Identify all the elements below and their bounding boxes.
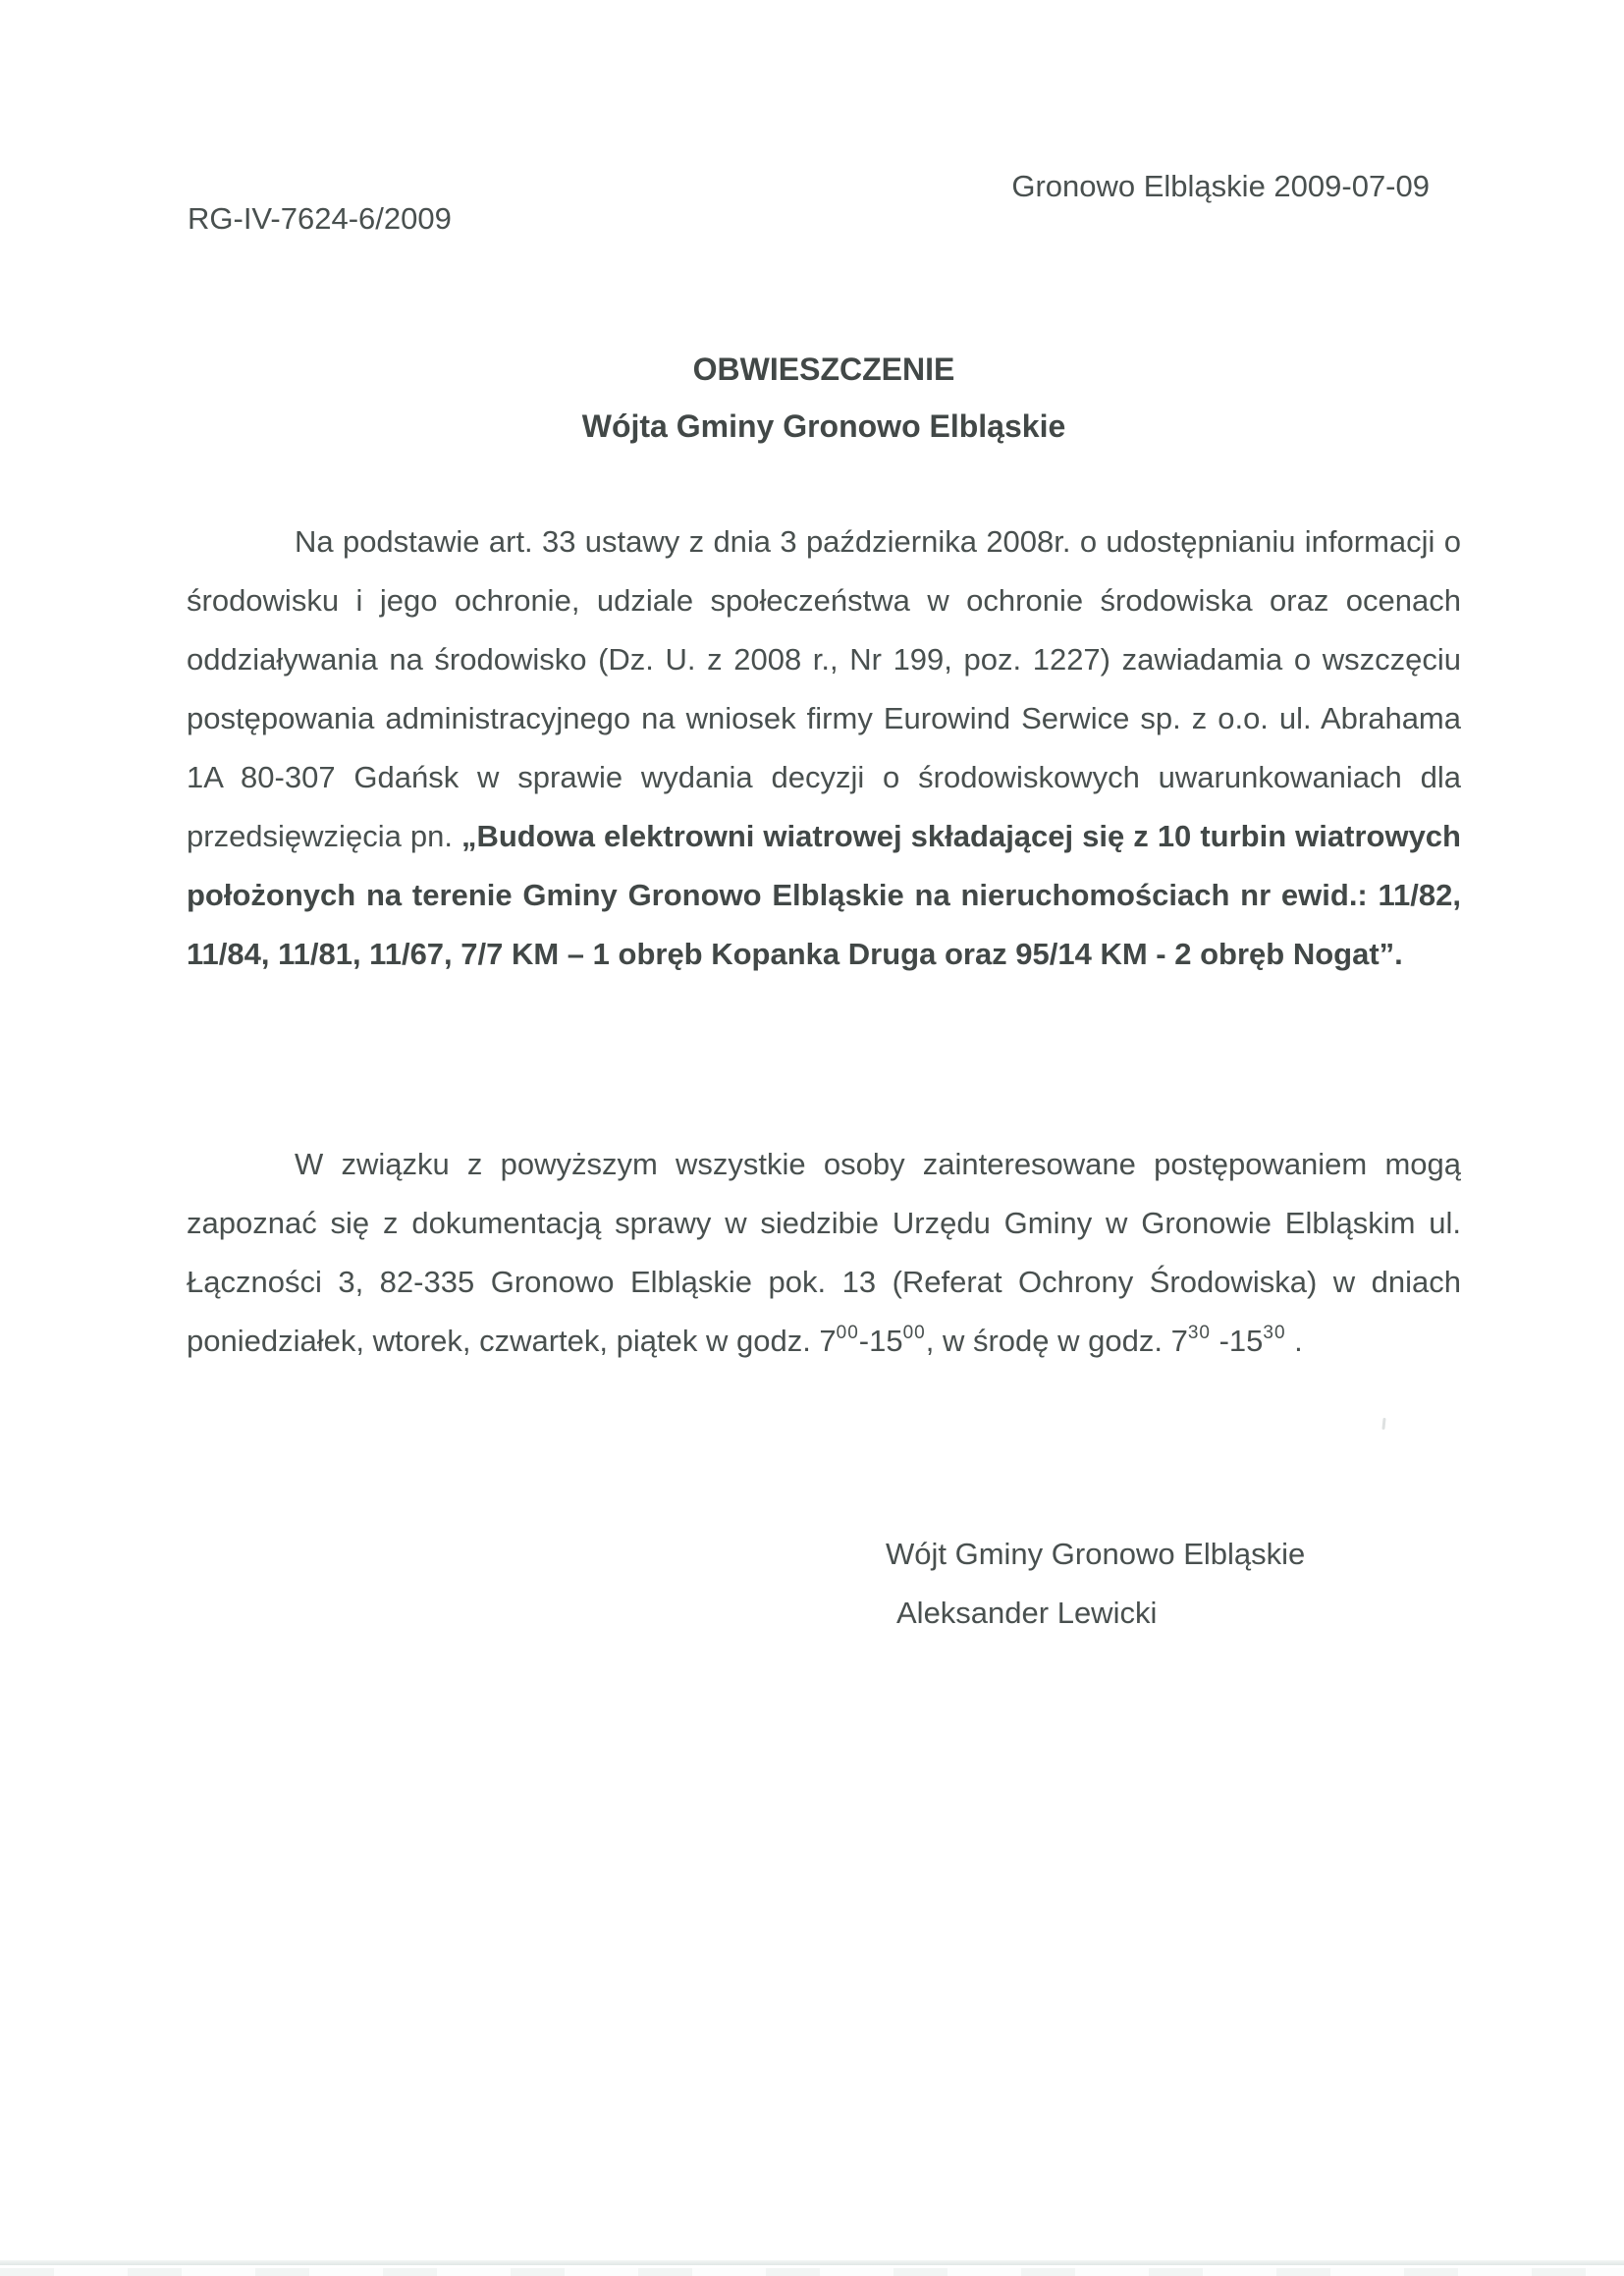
paragraph-2-text: W związku z powyższym wszystkie osoby zainteresowane postępowaniem mogą zapoznać się z dokumentacją sprawy w siedzibie Urzędu Gminy w Gronowie Elbląskim ul. Łączności 3, 82-335 Gronowo Elbląskie pok. 13 (Referat Ochrony Środowiska) w dniach poniedziałek, wtorek, czwartek, piątek w godz. 7	[187, 1147, 1461, 1358]
paragraph-2-text: , w środę w godz. 7	[925, 1324, 1188, 1358]
paragraph-2-text: -15	[1210, 1324, 1264, 1358]
signature-block	[886, 1525, 1305, 1643]
hours-superscript: 30	[1187, 1323, 1211, 1343]
hours-superscript: 00	[836, 1323, 859, 1343]
scan-edge-dashes-artifact	[0, 2268, 1624, 2276]
body-paragraph-information	[187, 1135, 1461, 1371]
paragraph-1-text: Na podstawie art. 33 ustawy z dnia 3 października 2008r. o udostępnianiu informacji o środowisku i jego ochronie, udziale społeczeństwa w ochronie środowiska oraz ocenach oddziaływania na środowisko (Dz. U. z 2008 r., Nr 199, poz. 1227) zawiadamia o wszczęciu postępowania administracyjnego na wniosek firmy Eurowind Serwice sp. z o.o. ul. Abrahama 1A 80-307 Gdańsk w sprawie wydania decyzji o środowiskowych uwarunkowaniach dla przedsięwzięcia pn.	[187, 524, 1461, 853]
date-line: Gronowo Elbląskie 2009-07-09	[1011, 169, 1430, 203]
reference-number: RG-IV-7624-6/2009	[188, 201, 452, 236]
paragraph-2-text: -15	[858, 1324, 903, 1358]
scan-edge-artifact	[0, 2260, 1624, 2265]
document-subtitle: Wójta Gminy Gronowo Elbląskie	[581, 408, 1066, 444]
paragraph-1-project-name: „Budowa elektrowni wiatrowej składającej się z 10 turbin wiatrowych położonych na terenie Gminy Gronowo Elbląskie na nieruchomościach nr ewid.: 11/82, 11/84, 11/81, 11/67, 7/7 KM – 1 obręb Kopanka Druga oraz 95/14 KM - 2 obręb Nogat”.	[187, 819, 1461, 971]
signature-role: Wójt Gminy Gronowo Elbląskie	[886, 1537, 1306, 1571]
hours-superscript: 00	[902, 1323, 926, 1343]
scan-speck-artifact	[1381, 1418, 1385, 1430]
hours-superscript: 30	[1263, 1323, 1286, 1343]
paragraph-2-text: .	[1285, 1324, 1303, 1358]
document-title: OBWIESZCZENIE	[692, 352, 955, 387]
body-paragraph-legal-basis	[187, 513, 1461, 984]
signature-name: Aleksander Lewicki	[896, 1596, 1158, 1630]
